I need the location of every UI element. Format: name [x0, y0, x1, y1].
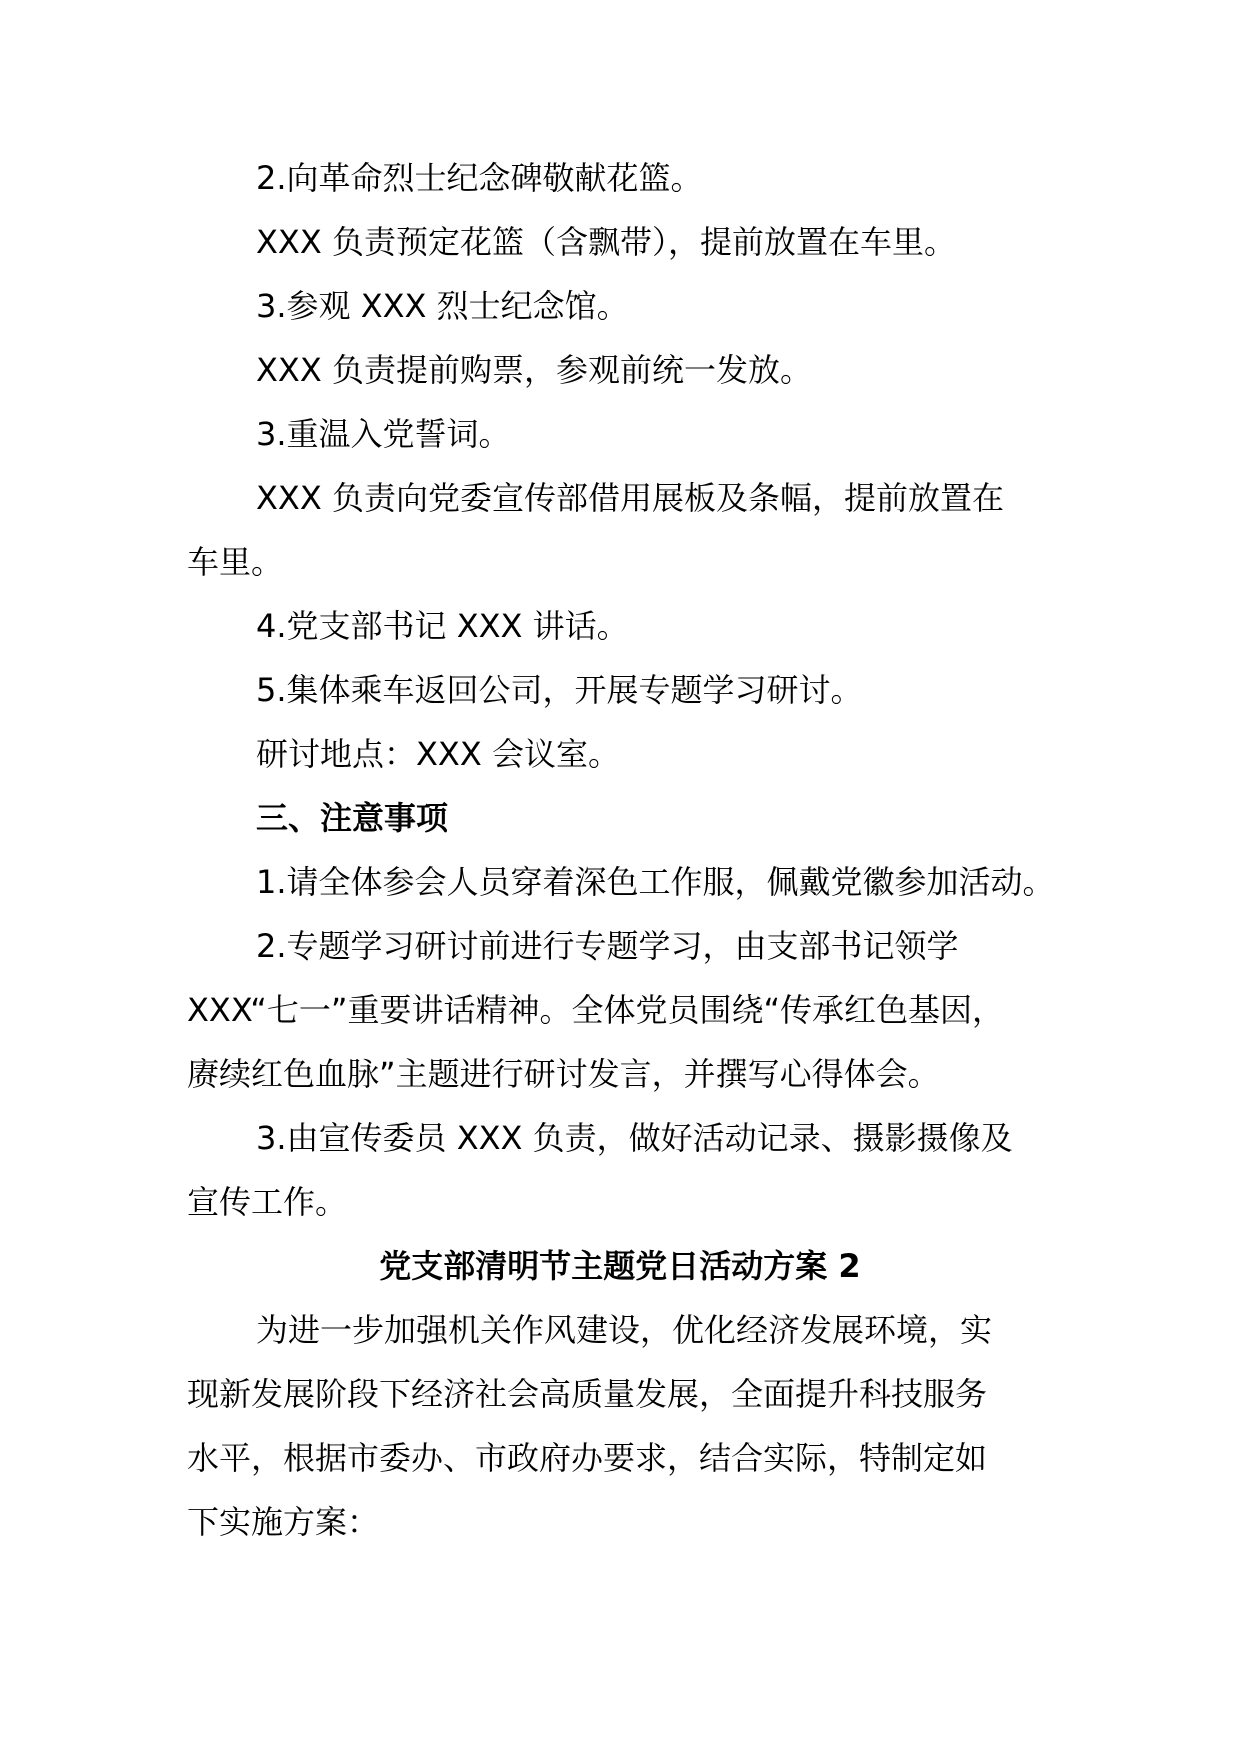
paragraph-banner-responsibility-cont: 车里。 — [187, 543, 284, 581]
section-heading-notes: 三、注意事项 — [256, 799, 449, 837]
paragraph-intro: 为进一步加强机关作风建设，优化经济发展环境，实 — [256, 1311, 993, 1349]
list-item-return-study: 5.集体乘车返回公司，开展专题学习研讨。 — [256, 671, 863, 709]
list-item-note-record: 3.由宣传委员 XXX 负责，做好活动记录、摄影摄像及 — [256, 1119, 1013, 1157]
paragraph-study-location: 研讨地点：XXX 会议室。 — [256, 735, 620, 773]
paragraph-intro-cont-2: 水平，根据市委办、市政府办要求，结合实际，特制定如 — [187, 1439, 988, 1477]
list-item-note-record-cont: 宣传工作。 — [187, 1183, 348, 1221]
list-item-visit-memorial-hall: 3.参观 XXX 烈士纪念馆。 — [256, 287, 629, 325]
list-item-note-study-cont-2: 赓续红色血脉”主题进行研讨发言，并撰写心得体会。 — [187, 1055, 940, 1093]
list-item-review-oath: 3.重温入党誓词。 — [256, 415, 511, 453]
paragraph-intro-cont-3: 下实施方案： — [187, 1503, 380, 1541]
paragraph-intro-cont-1: 现新发展阶段下经济社会高质量发展，全面提升科技服务 — [187, 1375, 988, 1413]
paragraph-ticket-responsibility: XXX 负责提前购票，参观前统一发放。 — [256, 351, 812, 389]
list-item-offer-flower-basket: 2.向革命烈士纪念碑敬献花篮。 — [256, 159, 703, 197]
document-title-plan-2: 党支部清明节主题党日活动方案 2 — [379, 1247, 861, 1285]
paragraph-banner-responsibility: XXX 负责向党委宣传部借用展板及条幅，提前放置在 — [256, 479, 1004, 517]
list-item-secretary-speech: 4.党支部书记 XXX 讲话。 — [256, 607, 629, 645]
list-item-note-dress: 1.请全体参会人员穿着深色工作服，佩戴党徽参加活动。 — [256, 863, 1055, 901]
list-item-note-study-cont-1: XXX“七一”重要讲话精神。全体党员围绕“传承红色基因， — [187, 991, 1005, 1029]
list-item-note-study: 2.专题学习研讨前进行专题学习，由支部书记领学 — [256, 927, 959, 965]
paragraph-flower-basket-responsibility: XXX 负责预定花篮（含飘带），提前放置在车里。 — [256, 223, 956, 261]
